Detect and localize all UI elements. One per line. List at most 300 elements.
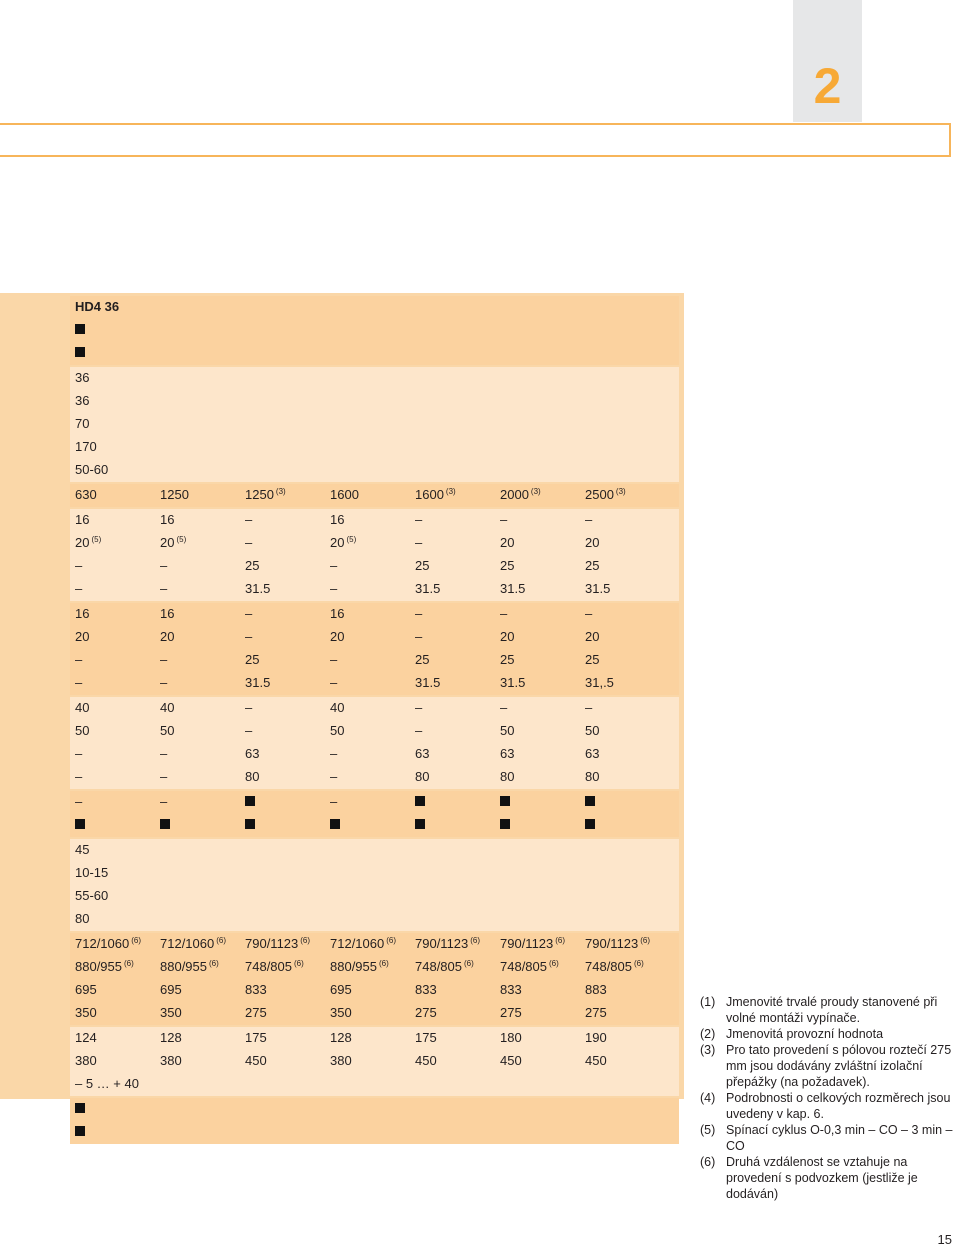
cell-value: – xyxy=(415,629,423,644)
footnote-number: (6) xyxy=(700,1155,716,1169)
table-cell xyxy=(240,1027,325,1050)
cell-value: 880/955 xyxy=(75,959,122,974)
cell-value: 450 xyxy=(585,1053,607,1068)
filled-square-icon xyxy=(500,796,510,806)
table-cell xyxy=(70,814,155,837)
table-cell xyxy=(70,791,155,814)
cell-value: 128 xyxy=(330,1030,352,1045)
cell-value: – xyxy=(75,652,83,667)
filled-square-icon xyxy=(75,324,85,334)
cell-value: 790/1123 xyxy=(415,936,469,951)
table-cell xyxy=(410,979,495,1002)
cell-value: – xyxy=(415,512,423,527)
cell-value: – xyxy=(330,652,338,667)
cell-value: 712/1060 xyxy=(75,936,130,951)
cell-value: – xyxy=(500,606,508,621)
table-cell xyxy=(580,791,679,814)
specs-table-frame xyxy=(0,293,684,1099)
table-cell xyxy=(495,578,580,601)
table-cell xyxy=(580,979,679,1002)
table-cell xyxy=(410,509,495,532)
table-cell xyxy=(410,672,495,695)
specs-table xyxy=(70,296,679,1144)
table-cell xyxy=(495,509,580,532)
cell-value: 31.5 xyxy=(245,581,271,596)
table-row xyxy=(70,814,679,837)
table-cell xyxy=(495,791,580,814)
table-cell xyxy=(70,743,155,766)
table-cell xyxy=(155,509,240,532)
table-cell xyxy=(155,626,240,649)
table-cell xyxy=(410,532,495,555)
table-cell xyxy=(580,555,679,578)
cell-value: – xyxy=(330,558,338,573)
cell-value: 36 xyxy=(75,393,90,408)
table-cell xyxy=(240,509,325,532)
table-row xyxy=(70,743,679,766)
table-cell xyxy=(70,1121,679,1144)
table-cell xyxy=(155,933,240,956)
table-cell xyxy=(495,484,580,507)
cell-value: 175 xyxy=(415,1030,437,1045)
footnote-ref: (6) xyxy=(549,958,559,968)
table-cell xyxy=(325,578,410,601)
cell-value: 63 xyxy=(415,746,430,761)
cell-value: 1600 xyxy=(415,487,444,502)
table-cell xyxy=(325,1002,410,1025)
cell-value: 630 xyxy=(75,487,97,502)
table-cell xyxy=(410,1050,495,1073)
table-cell xyxy=(325,933,410,956)
cell-value: 380 xyxy=(330,1053,352,1068)
table-cell xyxy=(325,649,410,672)
table-cell xyxy=(70,885,679,908)
cell-value: 170 xyxy=(75,439,97,454)
cell-value: 880/955 xyxy=(330,959,377,974)
footnote-ref: (6) xyxy=(555,935,566,945)
table-row xyxy=(70,603,679,626)
cell-value: 833 xyxy=(500,982,522,997)
cell-value: 20 xyxy=(160,629,175,644)
table-cell xyxy=(70,697,155,720)
cell-value: – xyxy=(330,746,338,761)
table-cell xyxy=(410,743,495,766)
cell-value: – xyxy=(75,558,83,573)
cell-value: 31.5 xyxy=(500,581,526,596)
table-cell xyxy=(70,1073,679,1096)
table-cell xyxy=(495,555,580,578)
table-row xyxy=(70,979,679,1002)
table-cell xyxy=(155,743,240,766)
cell-value: 25 xyxy=(500,558,515,573)
table-cell xyxy=(240,766,325,789)
table-cell xyxy=(325,672,410,695)
table-cell xyxy=(495,743,580,766)
cell-value: 20 xyxy=(75,535,90,550)
table-cell xyxy=(240,672,325,695)
footnote-item xyxy=(700,994,957,1026)
filled-square-icon xyxy=(415,796,425,806)
cell-value: 20 xyxy=(500,629,515,644)
cell-value: 748/805 xyxy=(245,959,292,974)
footnote-ref: (6) xyxy=(216,935,227,945)
table-row xyxy=(70,908,679,931)
cell-value: 20 xyxy=(500,535,515,550)
footnote-ref: (3) xyxy=(275,486,286,496)
cell-value: – xyxy=(245,723,253,738)
cell-value: 80 xyxy=(75,911,90,926)
table-cell xyxy=(495,956,580,979)
table-cell xyxy=(495,1050,580,1073)
cell-value: – xyxy=(245,512,253,527)
footnote-item xyxy=(700,1042,957,1090)
table-cell xyxy=(580,814,679,837)
table-cell xyxy=(580,672,679,695)
cell-value: 80 xyxy=(585,769,600,784)
table-cell xyxy=(155,649,240,672)
table-row xyxy=(70,509,679,532)
table-cell xyxy=(580,743,679,766)
table-cell xyxy=(155,532,240,555)
cell-value: – xyxy=(500,700,508,715)
table-cell xyxy=(580,603,679,626)
cell-value: 31.5 xyxy=(415,581,441,596)
cell-value: 695 xyxy=(330,982,352,997)
table-row xyxy=(70,862,679,885)
table-cell xyxy=(410,697,495,720)
table-cell xyxy=(580,532,679,555)
cell-value: 2000 xyxy=(500,487,529,502)
cell-value: – xyxy=(245,535,253,550)
footnote-ref: (5) xyxy=(176,534,187,544)
cell-value: – xyxy=(245,700,253,715)
cell-value: 20 xyxy=(160,535,175,550)
cell-value: 20 xyxy=(585,629,600,644)
footnotes xyxy=(700,994,957,1202)
table-cell xyxy=(495,766,580,789)
table-cell xyxy=(325,509,410,532)
cell-value: 20 xyxy=(330,535,345,550)
cell-value: – xyxy=(245,629,253,644)
cell-value: – xyxy=(585,700,593,715)
cell-value: 70 xyxy=(75,416,90,431)
table-cell xyxy=(580,509,679,532)
cell-value: 695 xyxy=(75,982,97,997)
cell-value: 20 xyxy=(330,629,345,644)
table-cell xyxy=(495,532,580,555)
cell-value: 880/955 xyxy=(160,959,207,974)
table-cell xyxy=(155,1027,240,1050)
table-cell xyxy=(580,1027,679,1050)
cell-value: 31.5 xyxy=(415,675,441,690)
table-cell xyxy=(155,979,240,1002)
cell-value: – xyxy=(585,606,593,621)
footnote-ref: (3) xyxy=(615,486,626,496)
table-cell xyxy=(580,1050,679,1073)
footnote-number: (4) xyxy=(700,1091,716,1105)
table-row xyxy=(70,956,679,979)
filled-square-icon xyxy=(585,796,595,806)
table-cell xyxy=(325,626,410,649)
cell-value: 40 xyxy=(330,700,345,715)
table-cell xyxy=(70,1050,155,1073)
table-row xyxy=(70,484,679,507)
table-cell xyxy=(325,791,410,814)
table-cell xyxy=(240,484,325,507)
table-cell xyxy=(240,603,325,626)
table-cell xyxy=(325,532,410,555)
table-cell xyxy=(70,390,679,413)
table-cell xyxy=(240,555,325,578)
table-cell xyxy=(240,791,325,814)
table-cell xyxy=(240,979,325,1002)
table-cell xyxy=(70,342,679,365)
cell-value: 16 xyxy=(160,512,175,527)
table-cell xyxy=(410,555,495,578)
cell-value: 380 xyxy=(160,1053,182,1068)
cell-value: – xyxy=(415,700,423,715)
table-cell xyxy=(70,839,679,862)
cell-value: 50 xyxy=(75,723,90,738)
cell-value: 748/805 xyxy=(500,959,547,974)
cell-value: 790/1123 xyxy=(500,936,554,951)
table-cell xyxy=(495,933,580,956)
cell-value: 31,.5 xyxy=(585,675,614,690)
table-cell xyxy=(155,791,240,814)
table-row xyxy=(70,319,679,342)
table-cell xyxy=(240,720,325,743)
cell-value: – xyxy=(75,794,83,809)
table-cell xyxy=(70,956,155,979)
table-cell xyxy=(325,743,410,766)
table-cell xyxy=(410,720,495,743)
filled-square-icon xyxy=(75,819,85,829)
footnote-number: (3) xyxy=(700,1043,716,1057)
table-row xyxy=(70,697,679,720)
cell-value: 450 xyxy=(415,1053,437,1068)
table-cell xyxy=(155,766,240,789)
table-cell xyxy=(155,484,240,507)
chapter-tab xyxy=(793,0,862,122)
cell-value: 350 xyxy=(160,1005,182,1020)
table-cell xyxy=(325,1027,410,1050)
filled-square-icon xyxy=(75,1126,85,1136)
table-cell xyxy=(155,956,240,979)
cell-value: 16 xyxy=(160,606,175,621)
table-cell xyxy=(410,578,495,601)
table-row xyxy=(70,459,679,482)
table-cell xyxy=(410,626,495,649)
table-cell xyxy=(325,603,410,626)
table-cell xyxy=(240,1050,325,1073)
cell-value: 63 xyxy=(245,746,260,761)
footnote-text: Jmenovitá provozní hodnota xyxy=(726,1027,884,1041)
table-row xyxy=(70,649,679,672)
table-cell xyxy=(240,532,325,555)
cell-value: – xyxy=(160,746,168,761)
table-row xyxy=(70,672,679,695)
cell-value: 380 xyxy=(75,1053,97,1068)
table-cell xyxy=(240,933,325,956)
table-row xyxy=(70,436,679,459)
cell-value: 450 xyxy=(500,1053,522,1068)
footnote-ref: (6) xyxy=(640,935,651,945)
table-cell xyxy=(70,933,155,956)
table-cell xyxy=(325,956,410,979)
cell-value: 190 xyxy=(585,1030,607,1045)
cell-value: 748/805 xyxy=(415,959,462,974)
footnote-text: Druhá vzdálenost se vztahuje na provedení s podvozkem (jestliže je dodáván) xyxy=(726,1155,918,1201)
table-cell xyxy=(70,436,679,459)
cell-value: – xyxy=(160,558,168,573)
table-row xyxy=(70,626,679,649)
footnote-ref: (6) xyxy=(379,958,389,968)
table-cell xyxy=(410,484,495,507)
filled-square-icon xyxy=(245,796,255,806)
cell-value: 50 xyxy=(330,723,345,738)
table-cell xyxy=(240,697,325,720)
table-cell xyxy=(325,720,410,743)
footnote-ref: (3) xyxy=(445,486,456,496)
table-cell xyxy=(580,626,679,649)
filled-square-icon xyxy=(500,819,510,829)
footnote-number: (5) xyxy=(700,1123,716,1137)
footnote-ref: (3) xyxy=(530,486,541,496)
cell-value: 175 xyxy=(245,1030,267,1045)
cell-value: 45 xyxy=(75,842,90,857)
cell-value: 25 xyxy=(245,652,260,667)
table-cell xyxy=(580,933,679,956)
cell-value: 25 xyxy=(415,652,430,667)
cell-value: – xyxy=(415,723,423,738)
table-row xyxy=(70,933,679,956)
table-row xyxy=(70,1027,679,1050)
table-cell xyxy=(70,1002,155,1025)
table-cell xyxy=(580,1002,679,1025)
table-cell xyxy=(410,933,495,956)
header-bar xyxy=(0,123,951,157)
table-cell xyxy=(70,979,155,1002)
table-cell xyxy=(495,697,580,720)
cell-value: 80 xyxy=(415,769,430,784)
cell-value: – xyxy=(75,581,83,596)
cell-value: 80 xyxy=(500,769,515,784)
cell-value: 833 xyxy=(415,982,437,997)
footnote-item xyxy=(700,1154,957,1202)
footnote-ref: (6) xyxy=(209,958,219,968)
cell-value: – xyxy=(330,794,338,809)
cell-value: 790/1123 xyxy=(585,936,639,951)
table-cell xyxy=(70,319,679,342)
table-cell xyxy=(495,979,580,1002)
cell-value: 712/1060 xyxy=(330,936,385,951)
table-row xyxy=(70,766,679,789)
cell-value: 833 xyxy=(245,982,267,997)
cell-value: 1250 xyxy=(160,487,189,502)
table-cell xyxy=(70,908,679,931)
cell-value: – xyxy=(160,675,168,690)
footnote-ref: (5) xyxy=(346,534,357,544)
table-cell xyxy=(325,555,410,578)
cell-value: – xyxy=(245,606,253,621)
cell-value: – xyxy=(585,512,593,527)
table-cell xyxy=(495,603,580,626)
filled-square-icon xyxy=(415,819,425,829)
table-cell xyxy=(240,743,325,766)
table-row xyxy=(70,578,679,601)
cell-value: 40 xyxy=(160,700,175,715)
table-cell xyxy=(70,532,155,555)
table-row xyxy=(70,1121,679,1144)
table-row xyxy=(70,1002,679,1025)
footnote-number: (1) xyxy=(700,995,716,1009)
table-cell xyxy=(70,484,155,507)
cell-value: 350 xyxy=(75,1005,97,1020)
table-cell xyxy=(495,1027,580,1050)
table-cell xyxy=(410,1027,495,1050)
cell-value: 2500 xyxy=(585,487,614,502)
cell-value: – xyxy=(160,794,168,809)
cell-value: 1600 xyxy=(330,487,359,502)
table-cell xyxy=(70,555,155,578)
cell-value: 450 xyxy=(245,1053,267,1068)
cell-value: 790/1123 xyxy=(245,936,299,951)
table-cell xyxy=(70,626,155,649)
table-cell xyxy=(70,413,679,436)
cell-value: 20 xyxy=(75,629,90,644)
cell-value: 31.5 xyxy=(585,581,611,596)
table-row xyxy=(70,1050,679,1073)
cell-value: 50-60 xyxy=(75,462,109,477)
table-cell xyxy=(240,814,325,837)
cell-value: 180 xyxy=(500,1030,522,1045)
cell-value: 748/805 xyxy=(585,959,632,974)
cell-value: 40 xyxy=(75,700,90,715)
table-cell xyxy=(70,766,155,789)
cell-value: 63 xyxy=(585,746,600,761)
table-cell xyxy=(70,367,679,390)
cell-value: – xyxy=(75,769,83,784)
cell-value: – xyxy=(415,535,423,550)
table-row xyxy=(70,555,679,578)
cell-value: 712/1060 xyxy=(160,936,215,951)
table-row xyxy=(70,791,679,814)
filled-square-icon xyxy=(330,819,340,829)
table-cell xyxy=(155,555,240,578)
table-cell xyxy=(70,1098,679,1121)
cell-value: – xyxy=(500,512,508,527)
table-row xyxy=(70,839,679,862)
table-cell xyxy=(495,626,580,649)
table-cell xyxy=(155,1050,240,1073)
table-cell xyxy=(70,603,155,626)
cell-value: 63 xyxy=(500,746,515,761)
table-cell xyxy=(410,814,495,837)
cell-value: 10-15 xyxy=(75,865,109,880)
table-cell xyxy=(325,697,410,720)
cell-value: 25 xyxy=(245,558,260,573)
table-cell xyxy=(70,672,155,695)
cell-value: 16 xyxy=(75,606,90,621)
footnote-item xyxy=(700,1122,957,1154)
footnote-text: Pro tato provedení s pólovou roztečí 275 mm jsou dodávány zvláštní izolační přepážky (na požadavek). xyxy=(726,1043,952,1089)
table-cell xyxy=(410,603,495,626)
footnote-text: Jmenovité trvalé proudy stanovené při volné montáži vypínače. xyxy=(726,995,938,1025)
table-cell xyxy=(155,814,240,837)
footnote-ref: (6) xyxy=(464,958,474,968)
table-cell xyxy=(155,1002,240,1025)
footnote-ref: (6) xyxy=(294,958,304,968)
